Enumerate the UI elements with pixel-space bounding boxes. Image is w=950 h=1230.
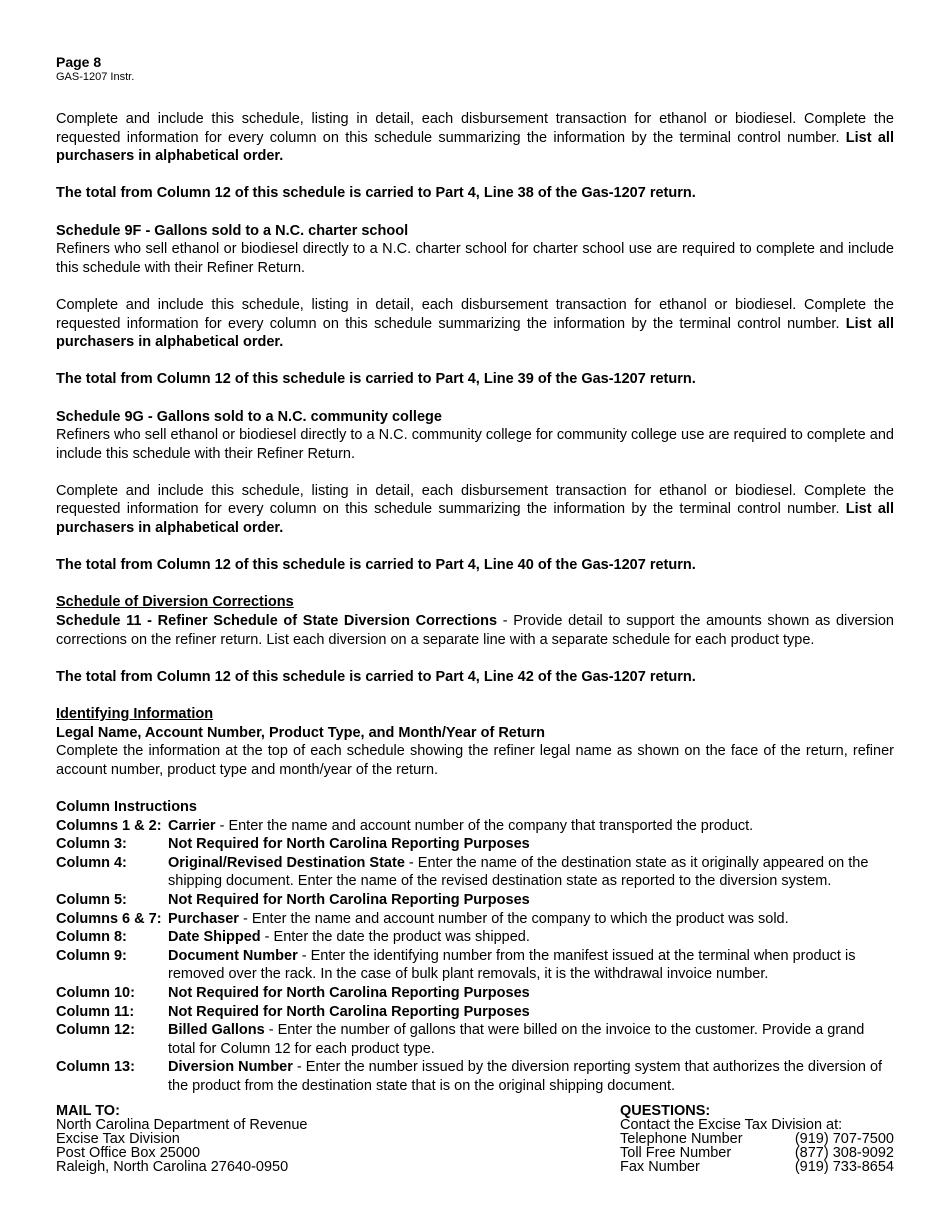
phone-number: (919) 733-8654	[794, 1159, 894, 1175]
column-instruction-row	[56, 854, 894, 891]
column-instruction-row	[56, 1021, 894, 1058]
questions-intro: Contact the Excise Tax Division at:	[620, 1117, 843, 1133]
column-text: - Enter the name and account number of the company that transported the product.	[215, 817, 754, 834]
column-label: Column 11:	[56, 1003, 135, 1020]
diversion-heading: Schedule of Diversion Corrections	[56, 594, 294, 611]
phone-row-toll-free	[620, 1146, 894, 1160]
mail-line: Post Office Box 25000	[56, 1145, 201, 1161]
column-description	[168, 984, 894, 1003]
schedule-9e-paragraph: Complete and include this schedule, listing in detail, each disbursement transaction for ethanol or biodiesel. Complete the requested information for every column on this schedule summarizing the information by the terminal control number. List all purchasers in alphabetical order.	[56, 111, 894, 165]
column-instruction-row	[56, 1058, 894, 1095]
column-label: Column 12:	[56, 1022, 135, 1039]
schedule-9g-title: Schedule 9G - Gallons sold to a N.C. community college	[56, 408, 442, 425]
column-term: Not Required for North Carolina Reporting Purposes	[168, 984, 530, 1001]
column-instruction-row	[56, 817, 894, 836]
column-instruction-row	[56, 1003, 894, 1022]
column-term: Not Required for North Carolina Reporting Purposes	[168, 1003, 530, 1020]
column-description	[168, 1058, 894, 1095]
identifying-heading: Identifying Information	[56, 706, 214, 722]
column-instruction-row	[56, 947, 894, 984]
column-term: Date Shipped	[168, 929, 261, 946]
column-description	[168, 1003, 894, 1022]
schedule-9g-total: The total from Column 12 of this schedule is carried to Part 4, Line 40 of the Gas-1207 return.	[56, 557, 696, 574]
column-text: - Enter the number issued by the diversion reporting system that authorizes the diversion of the product from the destination state that is on the original shipping document.	[168, 1059, 883, 1094]
column-text: - Enter the name of the destination state as it originally appeared on the shipping document. Enter the name of the revised destination state as reported to the diversion system.	[168, 854, 869, 890]
mail-line: Raleigh, North Carolina 27640-0950	[56, 1159, 289, 1175]
questions-block	[620, 1104, 894, 1174]
schedule-9f-total: The total from Column 12 of this schedule is carried to Part 4, Line 39 of the Gas-1207 return.	[56, 371, 696, 388]
column-instructions-heading: Column Instructions	[56, 798, 197, 815]
phone-row-fax	[620, 1160, 894, 1174]
questions-heading: QUESTIONS:	[620, 1103, 711, 1119]
phone-row-telephone	[620, 1132, 894, 1146]
column-text: - Enter the number of gallons that were billed on the invoice to the customer. Provide a grand total for Column 12 for each product type.	[168, 1022, 865, 1057]
column-label: Column 9:	[56, 947, 127, 964]
column-description	[168, 817, 894, 836]
column-term: Original/Revised Destination State	[168, 854, 405, 871]
mail-line: Excise Tax Division	[56, 1131, 180, 1147]
page-number: Page 8	[56, 54, 102, 70]
schedule-9g-intro: Refiners who sell ethanol or biodiesel directly to a N.C. community college for community college use are required to complete and include this schedule with their Refiner Return.	[56, 427, 894, 462]
schedule-9g-paragraph: Complete and include this schedule, listing in detail, each disbursement transaction for ethanol or biodiesel. Complete the requested information for every column on this schedule summarizing the information by the terminal control number. List all purchasers in alphabetical order.	[56, 482, 894, 537]
instructions-page	[56, 54, 894, 1095]
column-label: Columns 1 & 2:	[56, 817, 162, 834]
schedule-11-paragraph: Schedule 11 - Refiner Schedule of State Diversion Corrections - Provide detail to support the amounts shown as diversion corrections on the refiner return. List each diversion on a separate line with a separate schedule for each product type.	[56, 613, 894, 648]
schedule-9e-total: The total from Column 12 of this schedule is carried to Part 4, Line 38 of the Gas-1207 return.	[56, 185, 696, 202]
mail-to-block	[56, 1104, 307, 1174]
column-description	[168, 835, 894, 854]
column-instruction-row	[56, 984, 894, 1003]
column-label: Column 13:	[56, 1059, 135, 1076]
column-instruction-row	[56, 910, 894, 929]
column-label: Column 8:	[56, 929, 127, 946]
column-description	[168, 928, 894, 947]
column-label: Column 5:	[56, 891, 127, 908]
phone-label: Fax Number	[620, 1159, 700, 1175]
form-id: GAS-1207 Instr.	[56, 71, 135, 83]
column-description	[168, 854, 894, 891]
column-instructions-list	[56, 817, 894, 1096]
column-term: Diversion Number	[168, 1059, 293, 1076]
schedule-9f-intro: Refiners who sell ethanol or biodiesel directly to a N.C. charter school for charter school use are required to complete and include this schedule with their Refiner Return.	[56, 241, 894, 276]
column-text: - Enter the date the product was shipped.	[260, 929, 530, 946]
schedule-9f-paragraph: Complete and include this schedule, listing in detail, each disbursement transaction for ethanol or biodiesel. Complete the requested information for every column on this schedule summarizing the information by the terminal control number. List all purchasers in alphabetical order.	[56, 296, 894, 351]
column-term: Not Required for North Carolina Reporting Purposes	[168, 836, 530, 853]
column-term: Purchaser	[168, 910, 239, 927]
column-term: Billed Gallons	[168, 1022, 265, 1039]
column-instruction-row	[56, 928, 894, 947]
column-text: - Enter the name and account number of the company to which the product was sold.	[238, 910, 789, 927]
column-term: Document Number	[168, 947, 298, 964]
phone-label: Telephone Number	[620, 1131, 743, 1147]
column-term: Not Required for North Carolina Reporting Purposes	[168, 891, 530, 908]
column-label: Columns 6 & 7:	[56, 910, 162, 927]
column-text: - Enter the identifying number from the manifest issued at the terminal when product is removed over the rack. In the case of bulk plant removals, it is the withdrawal invoice number.	[168, 947, 856, 983]
column-description	[168, 1021, 894, 1058]
column-description	[168, 947, 894, 984]
column-label: Column 3:	[56, 836, 127, 853]
phone-number: (919) 707-7500	[794, 1131, 894, 1147]
phone-number: (877) 308-9092	[794, 1145, 894, 1161]
identifying-title: Legal Name, Account Number, Product Type, and Month/Year of Return	[56, 724, 546, 741]
mail-line: North Carolina Department of Revenue	[56, 1117, 308, 1133]
column-description	[168, 891, 894, 910]
phone-label: Toll Free Number	[620, 1145, 732, 1161]
identifying-text: Complete the information at the top of each schedule showing the refiner legal name as shown on the face of the return, refiner account number, product type and month/year of the return.	[56, 743, 894, 778]
column-instruction-row	[56, 835, 894, 854]
column-label: Column 10:	[56, 984, 135, 1001]
column-instruction-row	[56, 891, 894, 910]
schedule-11-total: The total from Column 12 of this schedule is carried to Part 4, Line 42 of the Gas-1207 return.	[56, 668, 696, 685]
column-term: Carrier	[168, 817, 216, 834]
column-label: Column 4:	[56, 854, 127, 871]
schedule-9f-title: Schedule 9F - Gallons sold to a N.C. charter school	[56, 222, 409, 239]
column-description	[168, 910, 894, 929]
mail-to-heading: MAIL TO:	[56, 1103, 120, 1119]
